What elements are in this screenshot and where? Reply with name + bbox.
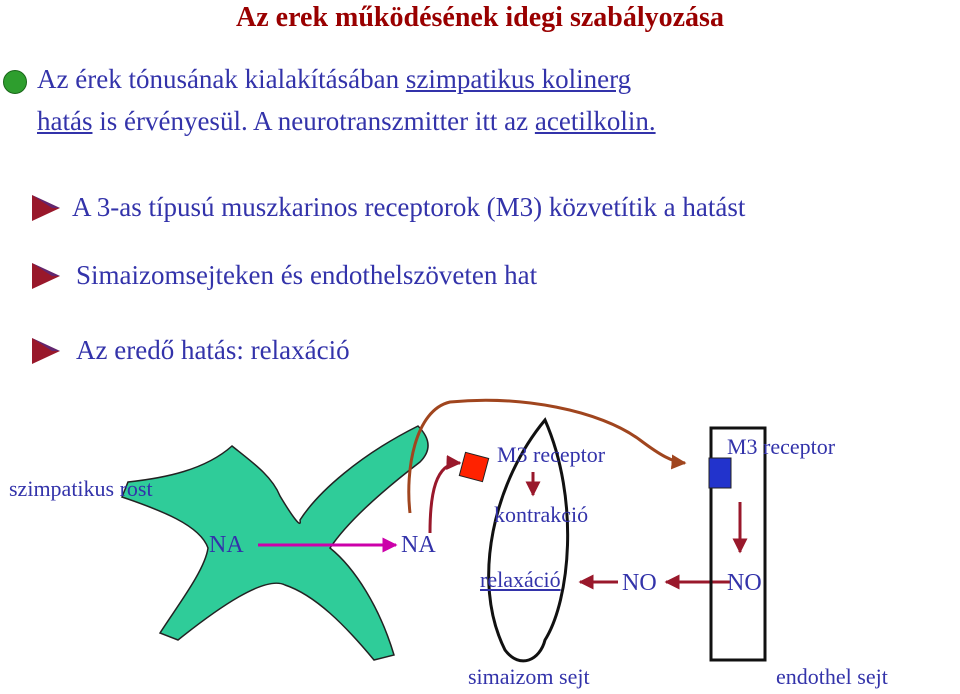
point-3: Az eredő hatás: relaxáció: [76, 335, 350, 365]
bullet1-text-u3: acetilkolin.: [534, 106, 656, 136]
label-smooth-cell: simaizom sejt: [468, 664, 590, 689]
label-no-left: NO: [622, 570, 657, 596]
label-na-left: NA: [209, 532, 244, 558]
label-m3-receptor-endo: M3 receptor: [727, 434, 836, 459]
point-2: Simaizomsejteken és endothelszöveten hat: [76, 260, 538, 290]
label-na-right: NA: [401, 532, 436, 558]
bullet1-text-u2: hatás: [37, 106, 93, 136]
na-to-receptor-curve: [430, 463, 460, 533]
bullet1-text-b: is érvényesül. A neurotranszmitter itt az: [92, 106, 535, 136]
m3-receptor-endo: [709, 458, 731, 488]
bullet1-text-u: szimpatikus kolinerg: [405, 64, 632, 94]
bullet1-text-a: Az érek tónusának kialakításában: [37, 64, 406, 94]
m3-receptor-smooth: [459, 452, 488, 481]
label-m3-receptor-smooth: M3 receptor: [497, 442, 606, 467]
label-sympathetic-fiber: szimpatikus rost: [9, 476, 153, 501]
point-1: A 3-as típusú muszkarinos receptorok (M3) közvetítik a hatást: [72, 192, 746, 222]
label-no-right: NO: [727, 570, 762, 596]
label-endothel-cell: endothel sejt: [776, 664, 888, 689]
label-relaxation: relaxáció: [480, 567, 561, 592]
sympathetic-fiber-shape: [122, 426, 428, 660]
label-contraction: kontrakció: [494, 502, 589, 527]
page-title: Az erek működésének idegi szabályozása: [236, 2, 724, 33]
